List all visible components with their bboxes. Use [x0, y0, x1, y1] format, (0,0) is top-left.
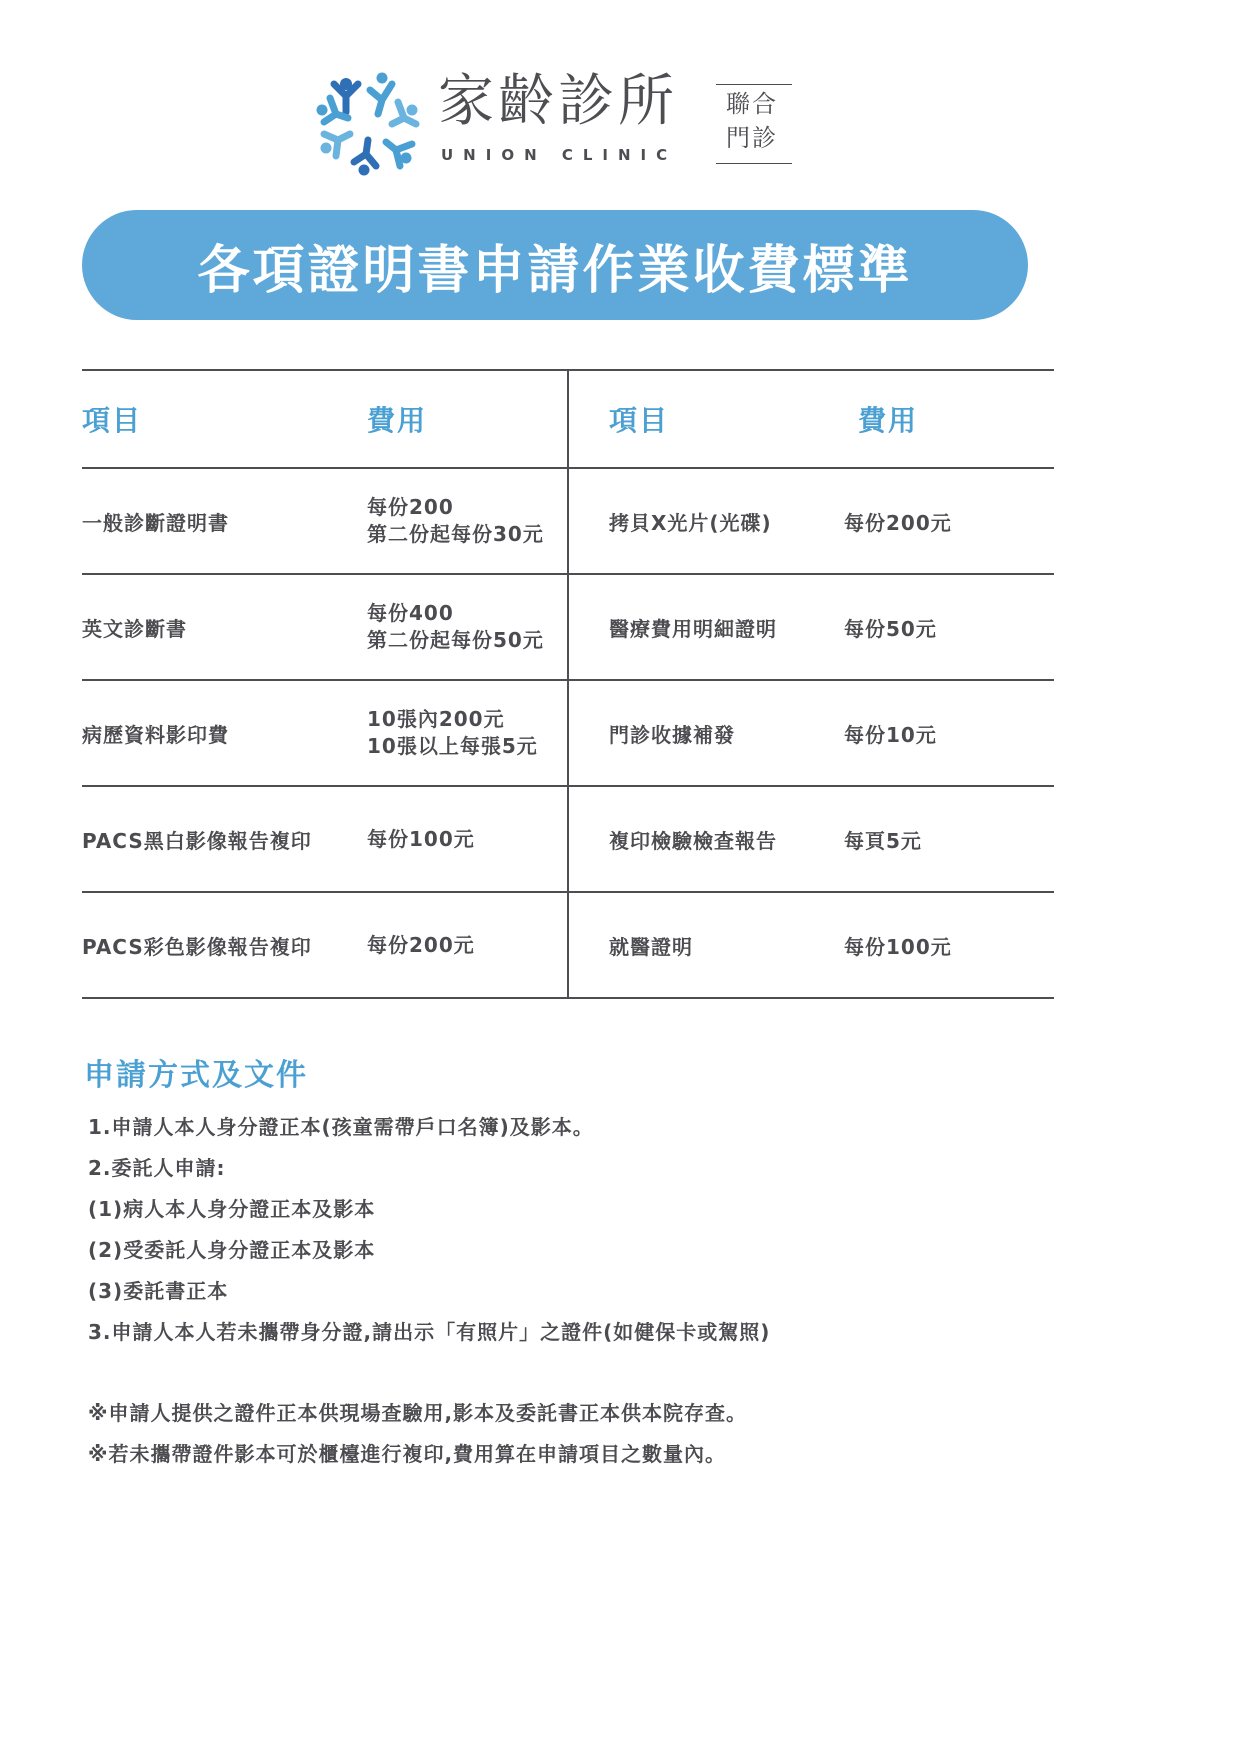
fee-left-line: 第二份起每份50元 [367, 628, 544, 652]
requirement-item: 1.申請人本人身分證正本(孩童需帶戶口名簿)及影本。 [88, 1115, 594, 1139]
fee-left-line: 10張內200元 [367, 707, 505, 731]
fee-right: 每份10元 [844, 722, 937, 747]
table-row [82, 469, 1054, 575]
clinic-tag-line2: 門診 [726, 124, 778, 152]
item-right: 醫療費用明細證明 [609, 616, 777, 641]
fee-right: 每份200元 [844, 510, 952, 535]
requirement-item: 2.委託人申請: [88, 1156, 226, 1180]
item-right: 複印檢驗檢查報告 [609, 828, 777, 853]
header-item-left: 項目 [82, 404, 143, 437]
fee-left [367, 893, 569, 997]
fee-table [82, 369, 1054, 999]
fee-left-line: 每份400 [367, 601, 454, 625]
requirement-item: 3.申請人本人若未攜帶身分證,請出示「有照片」之證件(如健保卡或駕照) [88, 1320, 771, 1344]
fee-right: 每份100元 [844, 934, 952, 959]
table-row [82, 787, 1054, 893]
clinic-name: 家齡診所 [438, 69, 678, 134]
fee-left [367, 681, 569, 785]
fee-left [367, 575, 569, 679]
clinic-logo [316, 70, 796, 180]
item-right: 拷貝X光片(光碟) [609, 510, 772, 535]
application-section-title: 申請方式及文件 [84, 1058, 308, 1093]
item-left: PACS黑白影像報告複印 [82, 828, 312, 853]
note-item: ※若未攜帶證件影本可於櫃檯進行複印,費用算在申請項目之數量內。 [88, 1442, 727, 1466]
item-right: 就醫證明 [609, 934, 693, 959]
clinic-tag [716, 84, 792, 164]
table-row [82, 681, 1054, 787]
item-left: 病歷資料影印費 [82, 722, 229, 747]
fee-right: 每頁5元 [844, 828, 922, 853]
table-row [82, 575, 1054, 681]
application-requirements [88, 1112, 770, 1358]
fee-right: 每份50元 [844, 616, 937, 641]
requirement-item: (1)病人本人身分證正本及影本 [88, 1197, 376, 1221]
fee-left-line: 每份200 [367, 495, 454, 519]
table-header-row [82, 371, 1054, 469]
fee-left [367, 787, 569, 891]
requirement-item: (2)受委託人身分證正本及影本 [88, 1238, 376, 1262]
item-right: 門診收據補發 [609, 722, 735, 747]
fee-left-line: 第二份起每份30元 [367, 522, 544, 546]
item-left: 英文診斷書 [82, 616, 187, 641]
clinic-tag-line1: 聯合 [726, 90, 778, 118]
fee-left-line: 每份100元 [367, 826, 475, 851]
note-item: ※申請人提供之證件正本供現場查驗用,影本及委託書正本供本院存查。 [88, 1401, 748, 1425]
header-fee-left: 費用 [367, 404, 428, 437]
application-notes [88, 1398, 747, 1480]
page-title: 各項證明書申請作業收費標準 [197, 240, 913, 301]
table-row [82, 893, 1054, 997]
requirement-item: (3)委託書正本 [88, 1279, 229, 1303]
item-left: 一般診斷證明書 [82, 510, 229, 535]
title-banner [82, 210, 1028, 320]
fee-left-line: 10張以上每張5元 [367, 734, 538, 758]
clinic-name-en: UNION CLINIC [441, 146, 678, 164]
header-fee-right: 費用 [858, 404, 919, 437]
fee-left-line: 每份200元 [367, 932, 475, 957]
clinic-people-ring-logo-icon [316, 70, 422, 176]
fee-left [367, 469, 569, 573]
header-item-right: 項目 [609, 404, 670, 437]
item-left: PACS彩色影像報告複印 [82, 934, 312, 959]
